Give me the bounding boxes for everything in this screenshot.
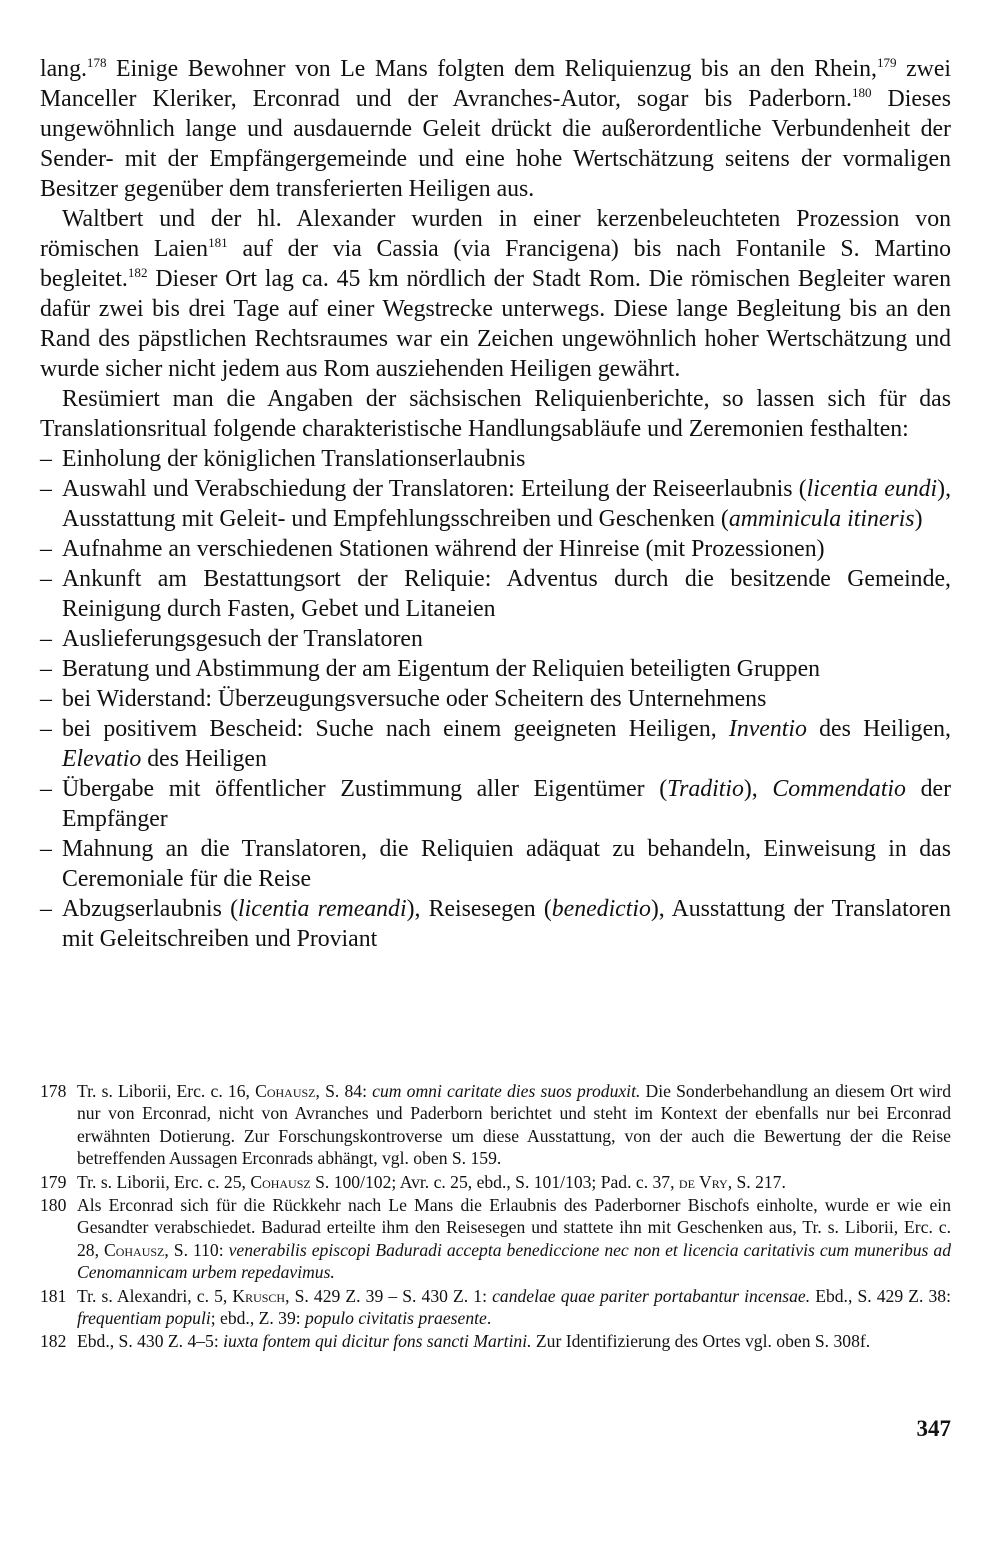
text-run: Tr. s. Liborii, Erc. c. 16,: [77, 1081, 256, 1101]
list-dash: –: [40, 626, 52, 652]
footnote: [40, 1285, 951, 1330]
text-run: Beratung und Abstimmung der am Eigentum der Reliquien beteiligten Gruppen: [62, 656, 821, 682]
text-run: Ebd., S. 430 Z. 4–5:: [77, 1331, 224, 1352]
text-run: des Heiligen,: [806, 716, 951, 742]
text-run: Zur Identifizierung des Ortes vgl. oben S. 308f.: [531, 1331, 871, 1352]
list-item-text: [62, 446, 525, 472]
text-run: benedictio: [551, 896, 651, 922]
list-item-text: [62, 536, 825, 562]
list-item-text: [62, 716, 951, 772]
footnote-ref: 180: [851, 84, 872, 100]
text-run: candelae quae pariter portabantur incensae.: [492, 1285, 811, 1306]
text-run: Tr. s. Alexandri, c. 5,: [77, 1285, 233, 1306]
list-item: [40, 624, 951, 654]
text-run: zwei Manceller Kleriker, Erconrad und der Avranches-Autor, sogar bis Paderborn.: [40, 56, 951, 112]
footnote-text: [77, 1081, 951, 1168]
list-dash: –: [40, 896, 52, 922]
footnote-text: [77, 1331, 870, 1351]
list-item: [40, 714, 951, 774]
page-number: 347: [916, 1416, 951, 1441]
text-run: Auslieferungsgesuch der Translatoren: [62, 626, 423, 652]
list-item: [40, 444, 951, 474]
text-run: Waltbert und der hl. Alexander wurden in einer kerzenbeleuchteten Prozession von römischen Laien: [40, 206, 951, 262]
footnote-number: 178: [40, 1081, 67, 1101]
text-run: ), Ausstattung der Translatoren mit Geleitschreiben und Proviant: [62, 896, 951, 952]
text-run: .: [486, 1308, 492, 1329]
text-run: ),: [743, 776, 773, 802]
text-run: Commendatio: [772, 776, 906, 802]
text-run: Die Sonderbehandlung an diesem Ort wird nur von Erconrad, nicht von Avranches und Paderborn berichtet und steht im Kontext der ebenfalls nur bei Erconrad erwähnten Dotierung. Zur Forschungskontroverse um diese Ausstattung, von der auch die Bewertung der die Reise betreffenden Aussagen Erconrads abhängt, vgl. oben S. 159.: [77, 1081, 951, 1169]
text-run: cum omni caritate dies suos produxit.: [372, 1081, 641, 1101]
list-item-text: [62, 566, 951, 622]
footnote-number: 180: [40, 1195, 67, 1216]
list-item-text: [62, 476, 951, 532]
text-run: Krusch: [232, 1285, 286, 1306]
footnote: [40, 1330, 951, 1352]
text-run: Cohausz: [103, 1239, 165, 1260]
text-run: iuxta fontem qui dicitur fons sancti Martini.: [223, 1331, 532, 1352]
text-run: Dieser Ort lag ca. 45 km nördlich der Stadt Rom. Die römischen Begleiter waren dafür zwei bis drei Tage auf einer Wegstrecke unterwegs. Diese lange Begleitung bis an den Rand des päpstlichen Rechtsraumes war ein Zeichen ungewöhnlich hoher Wertschätzung und wurde sicher nicht jedem aus Rom ausziehenden Heiligen gewährt.: [40, 266, 951, 382]
list-item: [40, 834, 951, 894]
list-item: [40, 654, 951, 684]
list-item: [40, 894, 951, 954]
text-run: auf der via Cassia (via Francigena) bis nach Fontanile S. Martino begleitet.: [40, 236, 952, 292]
text-run: Inventio: [728, 716, 807, 742]
footnote-ref: 181: [208, 234, 228, 250]
paragraph: [40, 204, 951, 384]
list-item: [40, 774, 951, 834]
list-dash: –: [40, 836, 52, 862]
list-item-text: [62, 896, 951, 952]
text-run: ): [914, 506, 923, 532]
list-item: [40, 684, 951, 714]
list-dash: –: [40, 566, 52, 592]
list-item: [40, 474, 951, 534]
text-run: Tr. s. Liborii, Erc. c. 25,: [77, 1171, 251, 1192]
text-run: Aufnahme an verschiedenen Stationen während der Hinreise (mit Prozessionen): [62, 536, 825, 562]
list-dash: –: [40, 536, 52, 562]
footnote-number: 181: [40, 1285, 67, 1306]
paragraph: [40, 384, 951, 444]
footnote-text: [77, 1172, 786, 1192]
text-run: des Heiligen: [141, 746, 267, 772]
text-run: S. 100/102; Avr. c. 25, ebd., S. 101/103; Pad. c. 37,: [310, 1171, 679, 1192]
text-run: , S. 84:: [315, 1081, 373, 1101]
text-run: Einige Bewohner von Le Mans folgten dem Reliquienzug bis an den Rhein,: [106, 56, 877, 82]
footnote: [40, 1080, 951, 1170]
text-run: ), Reisesegen (: [406, 896, 552, 922]
footnote-number: 182: [40, 1331, 67, 1352]
text-run: bei positivem Bescheid: Suche nach einem geeigneten Heiligen,: [62, 716, 729, 742]
list-dash: –: [40, 686, 52, 712]
footnotes: [40, 1080, 951, 1354]
text-run: Dieses ungewöhnlich lange und ausdauernde Geleit drückt die außerordentliche Verbundenheit der Sender- mit der Empfängergemeinde und eine hohe Wertschätzung seitens der vormaligen Besitzer gegenüber dem transferierten Heiligen aus.: [40, 86, 951, 202]
footnote-ref: 179: [876, 54, 897, 70]
text-run: Cohausz: [250, 1171, 311, 1192]
text-run: amminicula itineris: [728, 506, 915, 532]
text-run: ; ebd., Z. 39:: [210, 1308, 306, 1329]
main-text: [40, 54, 951, 954]
footnote-ref: 182: [127, 264, 148, 280]
list-item-text: [62, 836, 951, 892]
list-dash: –: [40, 656, 52, 682]
text-run: licentia remeandi: [238, 896, 407, 922]
footnote-number: 179: [40, 1171, 67, 1192]
list-dash: –: [40, 776, 52, 802]
list-item-text: [62, 626, 423, 652]
text-run: , S. 110:: [164, 1239, 229, 1260]
paragraph: [40, 54, 951, 204]
footnote-ref: 178: [86, 54, 107, 70]
text-run: Übergabe mit öffentlicher Zustimmung aller Eigentümer (: [62, 776, 668, 802]
text-run: Cohausz: [255, 1081, 316, 1101]
text-run: populo civitatis praesente: [305, 1308, 487, 1329]
text-run: frequentiam populi: [77, 1308, 211, 1329]
text-run: Mahnung an die Translatoren, die Reliquien adäquat zu behandeln, Einweisung in das Ceremoniale für die Reise: [62, 836, 951, 892]
text-run: Als Erconrad sich für die Rückkehr nach Le Mans die Erlaubnis des Paderborner Bischofs einholte, wurde er wie ein Gesandter verabschiedet. Badurad erteilte ihm den Reisesegen und stattete ihn mit Geschenken aus, Tr. s. Liborii, Erc. c. 28,: [77, 1195, 951, 1260]
list-dash: –: [40, 446, 52, 472]
list-dash: –: [40, 716, 52, 742]
text-run: ), Ausstattung mit Geleit- und Empfehlungsschreiben und Geschenken (: [62, 476, 952, 532]
text-run: lang.: [40, 56, 87, 82]
text-run: Resümiert man die Angaben der sächsischen Reliquienberichte, so lassen sich für das Translationsritual folgende charakteristische Handlungsabläufe und Zeremonien festhalten:: [40, 386, 951, 442]
list-item-text: [62, 656, 820, 682]
text-run: bei Widerstand: Überzeugungsversuche oder Scheitern des Unternehmens: [62, 686, 767, 712]
text-run: Ankunft am Bestattungsort der Reliquie: Adventus durch die besitzende Gemeinde, Reinigung durch Fasten, Gebet und Litaneien: [62, 566, 951, 622]
footnote-text: [77, 1195, 951, 1282]
text-run: de Vry: [678, 1171, 728, 1192]
book-page: [40, 54, 951, 1524]
text-run: Auswahl und Verabschiedung der Translatoren: Erteilung der Reiseerlaubnis (: [62, 476, 807, 502]
text-run: der Empfänger: [62, 776, 951, 832]
list-dash: –: [40, 476, 52, 502]
text-run: venerabilis episcopi Baduradi accepta benediccione nec non et licencia caritativis cum muneribus ad Cenomannicam urbem repedavimus.: [77, 1239, 951, 1283]
list-item: [40, 534, 951, 564]
text-run: licentia eundi: [806, 476, 938, 502]
footnote: [40, 1171, 951, 1193]
ritual-steps-list: [40, 444, 951, 954]
list-item: [40, 564, 951, 624]
text-run: , S. 217.: [727, 1171, 786, 1192]
footnote: [40, 1194, 951, 1284]
list-item-text: [62, 686, 766, 712]
footnote-text: [77, 1286, 951, 1328]
text-run: Ebd., S. 429 Z. 38:: [810, 1285, 951, 1306]
text-run: , S. 429 Z. 39 – S. 430 Z. 1:: [285, 1285, 493, 1306]
text-run: Elevatio: [62, 746, 142, 772]
text-run: Abzugserlaubnis (: [62, 896, 239, 922]
text-run: Traditio: [667, 776, 744, 802]
text-run: Einholung der königlichen Translationserlaubnis: [62, 446, 526, 472]
list-item-text: [62, 776, 951, 832]
